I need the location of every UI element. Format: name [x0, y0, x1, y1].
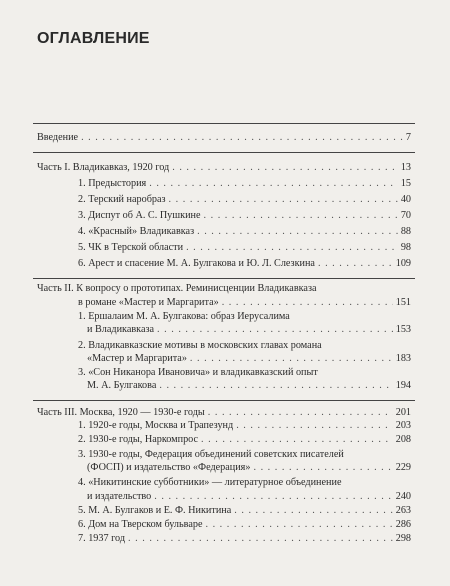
toc-page-number: 183 [395, 353, 411, 364]
toc-item [78, 420, 411, 432]
toc-page-number: 201 [395, 407, 411, 418]
leader-dots [318, 258, 393, 270]
toc-entry-text: и Владикавказа [87, 324, 155, 335]
toc-item [78, 194, 411, 206]
leader-dots [128, 533, 393, 545]
leader-dots [234, 505, 392, 517]
toc-item-cont [87, 353, 411, 365]
toc-item [78, 178, 411, 190]
toc-page-number: 298 [395, 533, 411, 544]
toc-entry-text: и издательство [87, 491, 152, 502]
toc-page-number: 240 [395, 491, 411, 502]
leader-dots [222, 297, 393, 309]
toc-entry-text: 2. Терский наробраз [78, 194, 166, 205]
leader-dots [159, 380, 392, 392]
toc-page-number: 88 [400, 226, 411, 237]
toc-entry-text: 2. Владикавказские мотивы в московских главах романа [78, 340, 322, 351]
leader-dots [205, 519, 392, 531]
toc-entry-text: 3. «Сон Никанора Ивановича» и владикавказский опыт [78, 367, 318, 378]
leader-dots [236, 420, 393, 432]
toc-entry-text: Часть I. Владикавказ, 1920 год [37, 162, 170, 173]
toc-item [78, 258, 411, 270]
leader-dots [154, 491, 392, 503]
toc-entry-text: Часть II. К вопросу о прототипах. Реминисценции Владикавказа [37, 283, 317, 294]
toc-page-number: 109 [395, 258, 411, 269]
toc-page-number: 40 [400, 194, 411, 205]
divider [33, 152, 415, 153]
leader-dots [149, 178, 398, 190]
toc-item [78, 226, 411, 238]
toc-intro [37, 132, 411, 144]
toc-item [78, 533, 411, 545]
toc-entry-text: М. А. Булгакова [87, 380, 157, 391]
toc-item-cont [87, 324, 411, 336]
toc-item-cont [87, 380, 411, 392]
toc-item-cont [87, 462, 411, 474]
toc-item [78, 519, 411, 531]
toc-part-heading [37, 283, 411, 295]
toc-entry-text: 4. «Никитинские субботники» — литературное объединение [78, 477, 342, 488]
toc-item [78, 210, 411, 222]
toc-entry-text: «Мастер и Маргарита» [87, 353, 187, 364]
toc-item [78, 434, 411, 446]
leader-dots [201, 434, 393, 446]
toc-part-heading [37, 407, 411, 419]
toc-part-heading-cont [78, 297, 411, 309]
toc-entry-text: 2. 1930-е годы, Наркомпрос [78, 434, 199, 445]
leader-dots [169, 194, 398, 206]
toc-entry-text: 3. Диспут об А. С. Пушкине [78, 210, 201, 221]
toc-page-number: 70 [400, 210, 411, 221]
toc-entry-text: 6. Арест и спасение М. А. Булгакова и Ю. Л. Слезкина [78, 258, 315, 269]
toc-item [78, 505, 411, 517]
leader-dots [157, 324, 393, 336]
toc-entry-text: 6. Дом на Тверском бульваре [78, 519, 203, 530]
page-title: ОГЛАВЛЕНИЕ [37, 30, 150, 47]
toc-entry-text: 3. 1930-е годы, Федерация объединений советских писателей [78, 449, 344, 460]
leader-dots [186, 242, 398, 254]
toc-page-number: 13 [400, 162, 411, 173]
toc-item-cont [87, 491, 411, 503]
toc-page-number: 7 [405, 132, 411, 143]
toc-item [78, 477, 411, 489]
leader-dots [172, 162, 398, 174]
toc-page-number: 208 [395, 434, 411, 445]
toc-page-number: 153 [395, 324, 411, 335]
toc-item [78, 242, 411, 254]
leader-dots [253, 462, 392, 474]
toc-item [78, 449, 411, 461]
toc-entry-text: 1. Ершалаим М. А. Булгакова: образ Иерусалима [78, 311, 290, 322]
toc-item [78, 311, 411, 323]
toc-page-number: 229 [395, 462, 411, 473]
toc-page-number: 98 [400, 242, 411, 253]
toc-entry-text: 7. 1937 год [78, 533, 126, 544]
toc-entry-text: 1. Предыстория [78, 178, 147, 189]
toc-page-number: 203 [395, 420, 411, 431]
leader-dots [197, 226, 398, 238]
toc-item [78, 340, 411, 352]
toc-entry-text: 5. ЧК в Терской области [78, 242, 184, 253]
toc-page-number: 263 [395, 505, 411, 516]
toc-entry-text: в романе «Мастер и Маргарита» [78, 297, 219, 308]
divider [33, 400, 415, 401]
toc-page-number: 15 [400, 178, 411, 189]
leader-dots [190, 353, 393, 365]
leader-dots [204, 210, 398, 222]
toc-entry-text: 4. «Красный» Владикавказ [78, 226, 195, 237]
leader-dots [81, 132, 403, 144]
toc-entry-text: (ФОСП) и издательство «Федерация» [87, 462, 251, 473]
divider [33, 278, 415, 279]
toc-page-number: 194 [395, 380, 411, 391]
toc-item [78, 367, 411, 379]
toc-entry-text: 5. М. А. Булгаков и Е. Ф. Никитина [78, 505, 232, 516]
divider [33, 123, 415, 124]
toc-page-number: 151 [395, 297, 411, 308]
toc-part-heading [37, 162, 411, 174]
toc-entry-text: Часть III. Москва, 1920 — 1930-е годы [37, 407, 205, 418]
toc-entry-text: 1. 1920-е годы, Москва и Трапезунд [78, 420, 234, 431]
toc-entry-text: Введение [37, 132, 79, 143]
toc-page-number: 286 [395, 519, 411, 530]
leader-dots [208, 407, 393, 419]
